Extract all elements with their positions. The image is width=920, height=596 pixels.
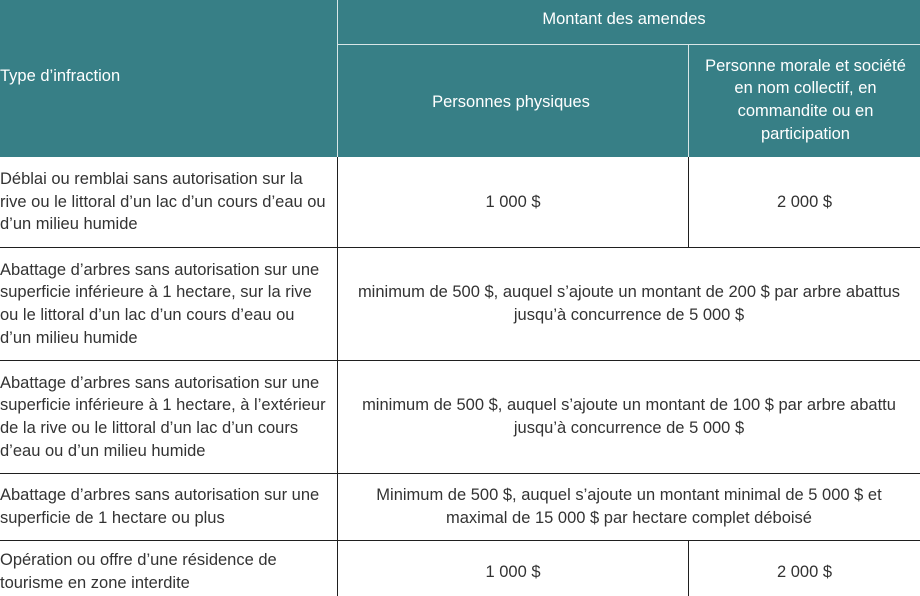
row-2-infraction-text: Abattage d’arbres sans autorisation sur une superficie inférieure à 1 hectare, sur la rive ou le littoral d’un lac d’un cours d’eau ou d’un milieu humide (0, 260, 320, 347)
row-5-physical-amount: 1 000 $ (485, 563, 541, 581)
table-row-4-infraction (0, 474, 337, 540)
header-col-physical: Personnes physiques (432, 92, 590, 111)
header-divider-v2 (688, 45, 689, 157)
row-divider-2 (0, 360, 920, 361)
row-divider-1 (0, 247, 920, 248)
row-3-infraction-text: Abattage d’arbres sans autorisation sur une superficie inférieure à 1 hectare, à l’extérieur de la rive ou le littoral d’un lac d’un cours d’eau ou d’un milieu humide (0, 373, 326, 460)
table-row-3-combined (338, 361, 920, 473)
table-row-3-infraction (0, 361, 337, 473)
header-type-infraction (0, 0, 338, 157)
row-1-infraction-text: Déblai ou remblai sans autorisation sur la rive ou le littoral d’un lac d’un cours d’eau ou d’un milieu humide (0, 169, 326, 234)
row-divider-3 (0, 473, 920, 474)
table-row-5-infraction (0, 541, 337, 596)
row-4-combined-amount: Minimum de 500 $, auquel s’ajoute un montant minimal de 5 000 $ et maximal de 15 000 $ par hectare complet déboisé (376, 486, 882, 527)
column-divider-row1 (688, 157, 689, 247)
header-divider-v1 (337, 0, 338, 157)
table-row-2-combined (338, 248, 920, 360)
table-row-4-combined (338, 474, 920, 540)
row-2-combined-amount: minimum de 500 $, auquel s’ajoute un montant de 200 $ par arbre abattus jusqu’à concurrence de 5 000 $ (357, 283, 901, 324)
column-divider-row5 (688, 541, 689, 596)
header-group-label: Montant des amendes (542, 9, 706, 28)
row-3-combined-amount: minimum de 500 $, auquel s’ajoute un montant de 100 $ par arbre abattu jusqu’à concurrence de 5 000 $ (362, 396, 896, 437)
table-row-1-physical (338, 157, 688, 247)
row-divider-4 (0, 540, 920, 541)
header-personne-morale (689, 45, 920, 157)
table-row-5-physical (338, 541, 688, 596)
header-montant-amendes (338, 0, 920, 44)
row-4-infraction-text: Abattage d’arbres sans autorisation sur une superficie de 1 hectare ou plus (0, 486, 320, 527)
row-5-moral-amount: 2 000 $ (776, 563, 833, 581)
header-divider-h1 (338, 44, 920, 45)
table-row-5-moral (689, 541, 920, 596)
table-row-1-infraction (0, 157, 337, 247)
table-row-2-infraction (0, 248, 337, 360)
row-1-physical-amount: 1 000 $ (485, 192, 541, 211)
header-personnes-physiques (338, 45, 688, 157)
header-col-moral: Personne morale et société en nom collectif, en commandite ou en participation (705, 56, 906, 143)
column-divider-main (337, 157, 338, 596)
row-1-moral-amount: 2 000 $ (776, 192, 833, 211)
table-row-1-moral (689, 157, 920, 247)
row-5-infraction-text: Opération ou offre d’une résidence de tourisme en zone interdite (0, 551, 277, 592)
header-type-label: Type d’infraction (0, 67, 121, 86)
